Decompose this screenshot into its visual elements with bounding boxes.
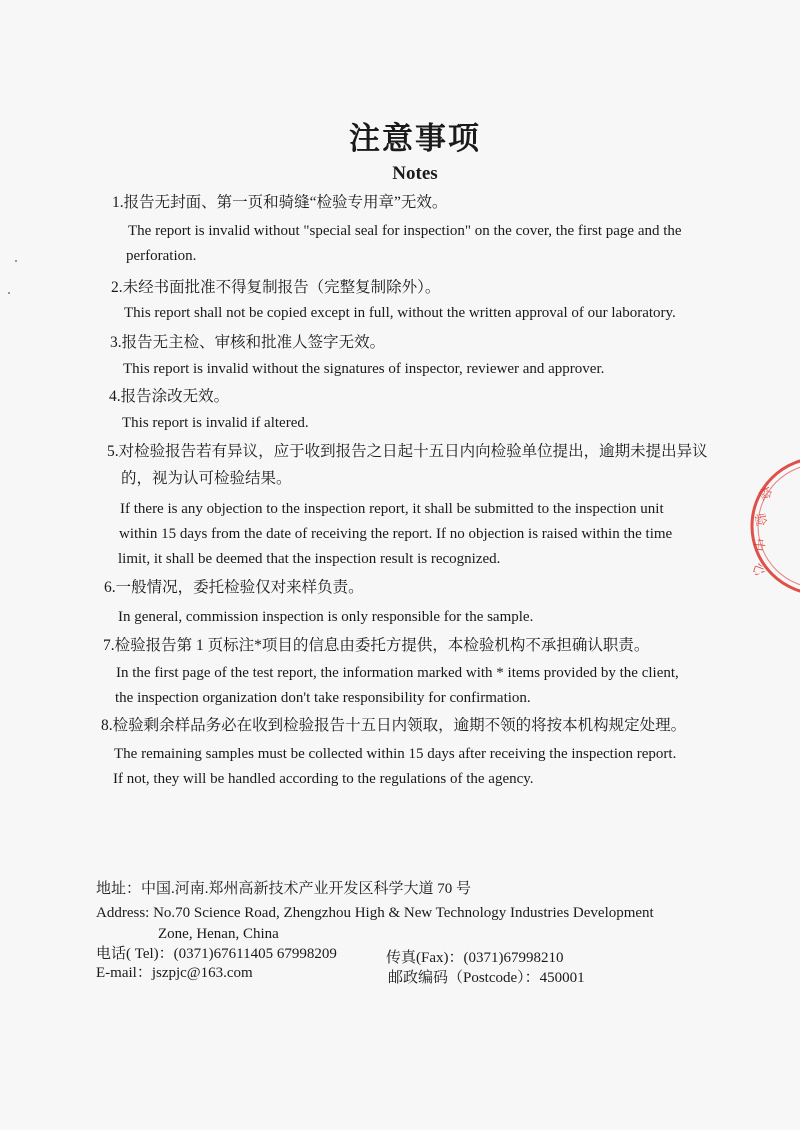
svg-text:检: 检 <box>754 484 775 504</box>
note-7-cn: 7.检验报告第 1 页标注*项目的信息由委托方提供，本检验机构不承担确认职责。 <box>103 637 650 654</box>
note-2-en: This report shall not be copied except in full, without the written approval of our laboratory. <box>124 305 676 321</box>
svg-text:心: 心 <box>748 560 768 578</box>
note-8-en-line-1: The remaining samples must be collected within 15 days after receiving the inspection report. <box>114 746 677 762</box>
footer-postcode: 邮政编码（Postcode）：450001 <box>388 970 585 986</box>
inspection-seal-stamp <box>746 456 800 596</box>
note-6-cn: 6.一般情况，委托检验仅对来样负责。 <box>104 579 364 596</box>
note-8-cn: 8.检验剩余样品务必在收到检验报告十五日内领取，逾期不领的将按本机构规定处理。 <box>101 717 687 734</box>
page-title-en: Notes <box>392 163 438 184</box>
note-3-cn: 3.报告无主检、审核和批准人签字无效。 <box>110 334 386 351</box>
footer-address-cn: 地址：中国.河南.郑州高新技术产业开发区科学大道 70 号 <box>96 881 472 897</box>
scan-speck <box>15 260 17 262</box>
footer-telephone: 电话( Tel)：(0371)67611405 67998209 <box>96 946 337 962</box>
note-4-cn: 4.报告涂改无效。 <box>109 388 230 405</box>
svg-text:中: 中 <box>749 537 766 552</box>
note-1-en-line-1: The report is invalid without "special seal for inspection" on the cover, the first page and the <box>128 223 682 239</box>
note-5-en-line-3: limit, it shall be deemed that the inspection result is recognized. <box>118 551 501 567</box>
footer-fax: 传真(Fax)：(0371)67998210 <box>386 950 564 966</box>
footer-address-en-line-2: Zone, Henan, China <box>158 926 279 942</box>
note-5-cn-line-1: 5.对检验报告若有异议，应于收到报告之日起十五日内向检验单位提出，逾期未提出异议 <box>107 443 708 460</box>
note-5-cn-line-2: 的，视为认可检验结果。 <box>121 470 292 487</box>
note-8-en-line-2: If not, they will be handled according to the regulations of the agency. <box>113 771 534 787</box>
note-2-cn: 2.未经书面批准不得复制报告（完整复制除外）。 <box>111 279 441 296</box>
footer-address-en-line-1: Address: No.70 Science Road, Zhengzhou High & New Technology Industries Development <box>96 905 654 921</box>
note-5-en-line-1: If there is any objection to the inspection report, it shall be submitted to the inspection unit <box>120 501 664 517</box>
seal-graphic <box>746 456 800 596</box>
scan-speck <box>8 292 10 294</box>
svg-text:验: 验 <box>751 512 769 528</box>
note-1-en-line-2: perforation. <box>126 248 197 264</box>
note-7-en-line-2: the inspection organization don't take responsibility for confirmation. <box>115 690 531 706</box>
note-1-cn: 1.报告无封面、第一页和骑缝“检验专用章”无效。 <box>112 194 448 211</box>
page-title-cn: 注意事项 <box>349 121 481 156</box>
note-3-en: This report is invalid without the signatures of inspector, reviewer and approver. <box>123 361 605 377</box>
footer-email: E-mail：jszpjc@163.com <box>96 965 253 981</box>
note-6-en: In general, commission inspection is only responsible for the sample. <box>118 609 534 625</box>
note-4-en: This report is invalid if altered. <box>122 415 309 431</box>
note-5-en-line-2: within 15 days from the date of receiving the report. If no objection is raised within the time <box>119 526 673 542</box>
note-7-en-line-1: In the first page of the test report, the information marked with * items provided by the client, <box>116 665 679 681</box>
